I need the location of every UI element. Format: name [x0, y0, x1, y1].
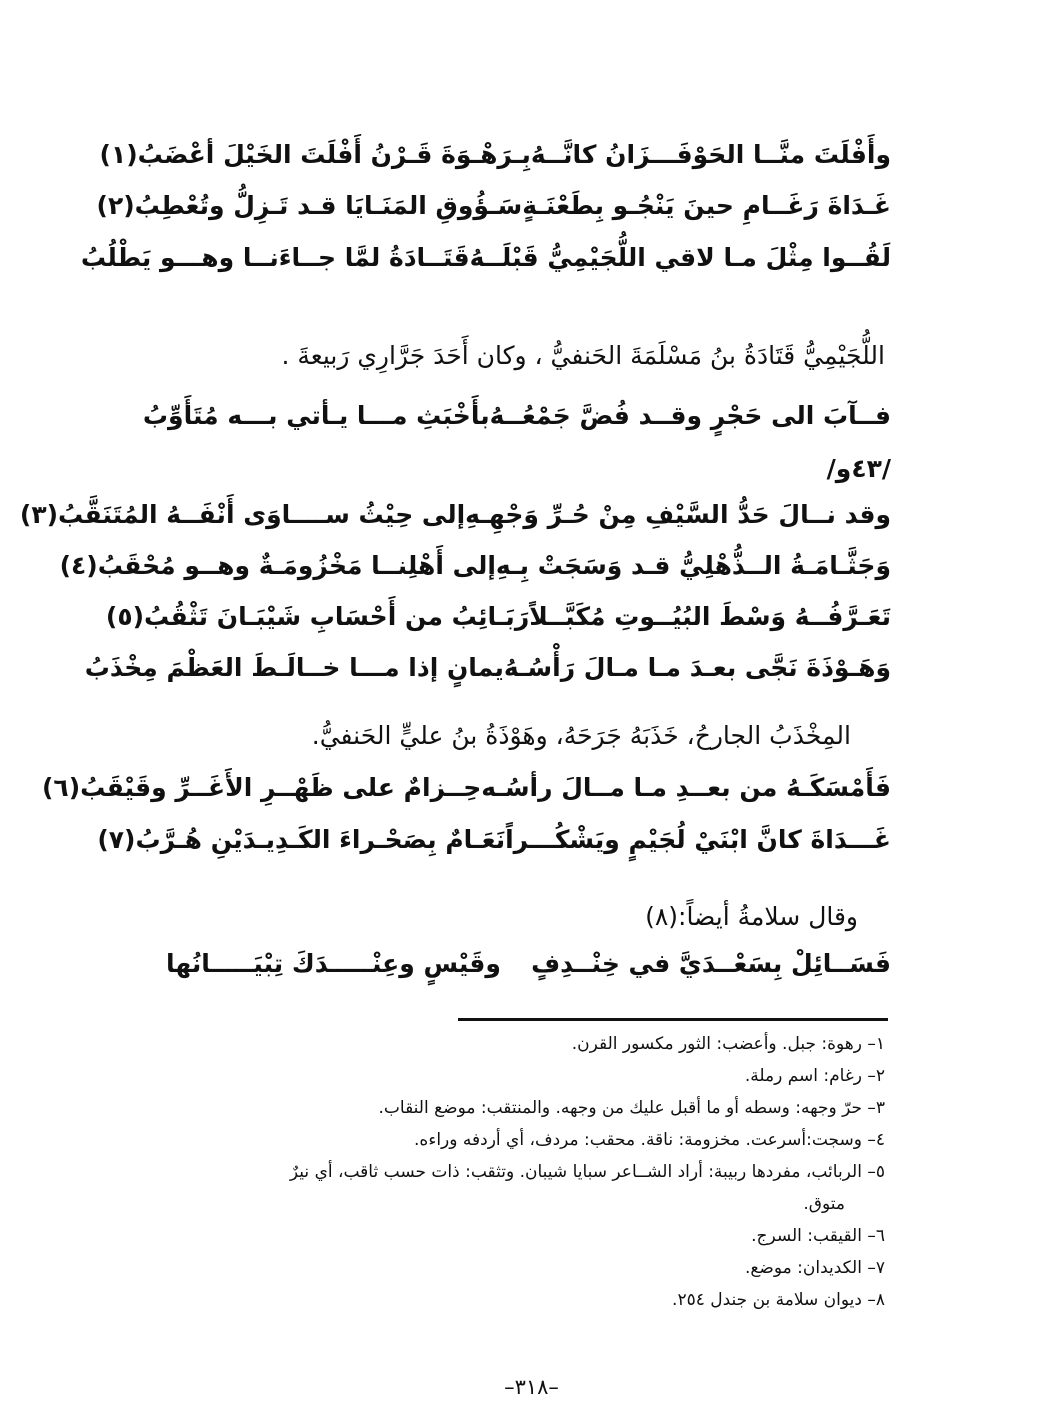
verse-line	[97, 820, 891, 860]
verse-first-hemistich: تَعَـرَّفُــهُ وَسْطَ البُيُــوتِ مُكَبَّــلاً	[529, 602, 891, 631]
footnote: ٤– وسجت:أسرعت. مخزومة: ناقة. محقب: مردف، أي أردفه وراءه.	[414, 1130, 885, 1150]
footnote-divider	[458, 1018, 888, 1021]
verse-first-hemistich: فَسَــائِلْ بِسَعْــدَيَّ في خِنْــدِفٍ	[531, 949, 891, 978]
verse-second-hemistich: قَتَــادَةُ لمَّا جــاءَنــا وهـــو يَطْلُبُ	[80, 243, 470, 272]
verse-line	[19, 495, 891, 535]
commentary-paragraph: اللُّجَيْمِيُّ قَتَادَةُ بنُ مَسْلَمَةَ الحَنفيُّ ، وكان أَحَدَ جَرَّارِي رَبيعةَ .	[281, 341, 885, 370]
footnote: ٢– رغام: اسم رملة.	[744, 1066, 885, 1086]
footnote: ٦– القيقب: السرج.	[751, 1226, 885, 1246]
verse-first-hemistich: غَـــدَاةَ كانَّ ابْنَيْ لُجَيْمٍ ويَشْكُـــراً	[505, 825, 891, 854]
verse-second-hemistich: حِــزامٌ على ظَهْــرِ الأَغَــرِّ وقَيْقَبُ(٦)	[41, 773, 482, 802]
verse-line	[96, 186, 891, 226]
footnote: ٣– حرّ وجهه: وسطه أو ما أقبل عليك من وجهه. والمنتقب: موضع النقاب.	[378, 1098, 885, 1118]
verse-second-hemistich: رَبَـائِبُ من أَحْسَابِ شَيْبَـانَ تَثْقُبُ(٥)	[105, 602, 530, 631]
folio-marker: /٤٣و/	[826, 454, 891, 483]
verse-first-hemistich: فــآبَ الى حَجْرٍ وقــد فُضَّ جَمْعُــهُ	[489, 401, 891, 430]
verse-first-hemistich: وَهَـوْذَةَ نَجَّى بعـدَ مـا مـالَ رَأْسُـهُ	[503, 653, 891, 682]
footnote: ٨– ديوان سلامة بن جندل ٢٥٤.	[672, 1290, 885, 1310]
footnote: ١– رهوة: جبل. وأعضب: الثور مكسور القرن.	[571, 1034, 885, 1054]
verse-line	[166, 944, 891, 984]
verse-second-hemistich: إلى أَهْلِنــا مَخْزُومَـةٌ وهــو مُحْقَبُ(٤)	[59, 551, 496, 580]
verse-second-hemistich: بِـرَهْـوَةَ قَـرْنُ أَفْلَتَ الخَيْلَ أعْضَبُ(١)	[99, 140, 531, 169]
verse-second-hemistich: نَعَـامٌ بِصَحْـراءَ الكَـدِيـدَيْنِ هُـرَّبُ(٧)	[97, 825, 506, 854]
page-number: –٣١٨–	[504, 1375, 559, 1399]
verse-first-hemistich: لَقُــوا مِثْلَ مـا لاقي اللُّجَيْمِيُّ قَبْلَــهُ	[469, 243, 891, 272]
verse-first-hemistich: وَجَثَّـامَـةُ الــذُّهْلِيُّ قـد وَسَجَتْ بِـهِ	[495, 551, 891, 580]
verse-first-hemistich: غَـدَاةَ رَغَــامِ حينَ يَنْجُـو بِطَعْنَـةٍ	[522, 191, 891, 220]
verse-first-hemistich: فَأَمْسَكَـهُ من بعــدِ مـا مــالَ رأسُـه	[481, 773, 891, 802]
verse-second-hemistich: بأَخْبَثِ مـــا يـأتي بـــه مُتَأَوِّبُ	[142, 401, 490, 430]
verse-second-hemistich: وقَيْسٍ وعِنْـــــدَكَ تِبْيَـــــانُها	[166, 949, 501, 978]
verse-line	[105, 597, 891, 637]
footnote: ٥– الربائب، مفردها ربيبة: أراد الشــاعر سبايا شيبان. وتثقب: ذات حسب ثاقب، أي نيرٌ	[289, 1162, 885, 1182]
verse-line	[41, 768, 891, 808]
verse-line	[99, 135, 891, 175]
commentary-paragraph: المِخْذَبُ الجارحُ، خَذَبَهُ جَرَحَهُ، وهَوْذَةُ بنُ عليٍّ الحَنفيُّ.	[311, 721, 851, 750]
verse-line	[84, 648, 891, 688]
verse-first-hemistich: وأَفْلَتَ منَّــا الحَوْفَـــزَانُ كانَّــهُ	[530, 140, 891, 169]
footnote: ٧– الكديدان: موضع.	[744, 1258, 885, 1278]
verse-line	[80, 238, 891, 278]
verse-second-hemistich: سَـؤُوقِ المَنَـايَا قـد تَـزِلُّ وتُعْطِبُ(٢)	[96, 191, 523, 220]
verse-first-hemistich: وقد نــالَ حَدُّ السَّيْفِ مِنْ حُـرِّ وَجْهِـهِ	[465, 500, 891, 529]
verse-line	[59, 546, 891, 586]
commentary-paragraph: وقال سلامةُ أيضاً:(٨)	[645, 902, 858, 931]
footnotes-list	[165, 1028, 885, 1316]
verse-line	[142, 396, 891, 436]
verse-second-hemistich: يمانٍ إذا مـــا خــالَـطَ العَظْمَ مِخْذَبُ	[84, 653, 504, 682]
verse-second-hemistich: إلى حِيْثُ ســــاوَى أَنْفَــهُ المُتَنَقَّبُ(٣)	[19, 500, 466, 529]
footnote-continuation: متوق.	[803, 1194, 845, 1214]
